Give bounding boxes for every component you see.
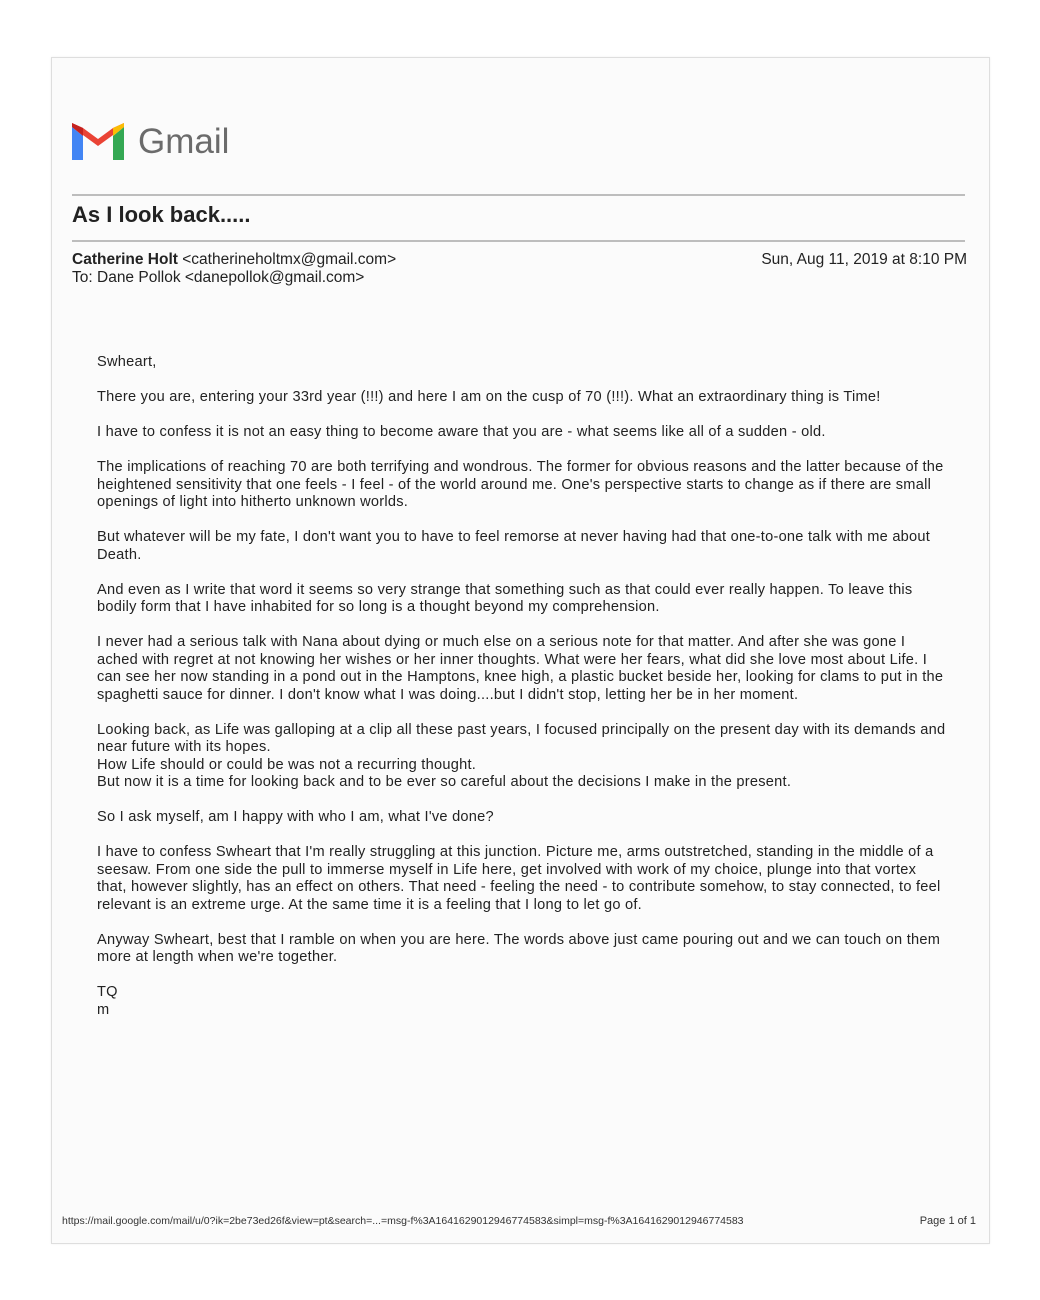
sender-name: Catherine Holt — [72, 251, 178, 268]
signature — [97, 984, 947, 1019]
gmail-m-logo-icon — [72, 123, 124, 161]
paragraph-line: How Life should or could be was not a recurring thought. — [97, 756, 477, 773]
printed-page — [51, 57, 990, 1244]
to-label: To: — [72, 269, 93, 286]
signature-line: m — [97, 1001, 110, 1018]
sender-line — [72, 251, 396, 269]
gmail-wordmark: Gmail — [138, 122, 230, 161]
print-footer-url[interactable]: https://mail.google.com/mail/u/0?ik=2be73ed26f&view=pt&search=...=msg-f%3A1641629012946774583&simpl=msg-f%3A1641629012946774583 — [62, 1215, 744, 1227]
paragraph: The implications of reaching 70 are both terrifying and wondrous. The former for obvious reasons and the latter because of the heightened sensitivity that one feels - I feel - of the world around me. One's perspective starts to change as if there are small openings of light into hitherto unknown worlds. — [97, 459, 944, 510]
page-number: Page 1 of 1 — [919, 1215, 976, 1227]
paragraph: I have to confess Swheart that I'm really struggling at this junction. Picture me, arms outstretched, standing in the middle of a seesaw. From one side the pull to immerse myself in Life here, get involved with work of my choice, plunge into that vortex that, however slightly, has an effect on others. That need - feeling the need - to contribute somehow, to stay connected, to feel relevant is an extreme urge. At the same time it is a feeling that I long to let go of. — [97, 844, 941, 913]
paragraph-line: But now it is a time for looking back and to be ever so careful about the decisions I make in the present. — [97, 774, 792, 790]
sender-email[interactable]: <catherineholtmx@gmail.com> — [182, 251, 397, 268]
header-divider — [72, 194, 965, 196]
email-subject: As I look back..... — [72, 202, 251, 227]
paragraph-line: Looking back, as Life was galloping at a clip all these past years, I focused principally on the present day with its demands and near future with its hopes. — [97, 721, 946, 755]
paragraph: But whatever will be my fate, I don't want you to have to feel remorse at never having had that one-to-one talk with me about Death. — [97, 529, 931, 563]
paragraph: So I ask myself, am I happy with who I am, what I've done? — [97, 809, 494, 825]
recipient-address[interactable]: Dane Pollok <danepollok@gmail.com> — [97, 269, 365, 286]
recipient-line — [72, 269, 364, 287]
gmail-logo — [72, 122, 229, 162]
greeting: Swheart, — [97, 354, 157, 370]
paragraph: I have to confess it is not an easy thing to become aware that you are - what seems like all of a sudden - old. — [97, 424, 826, 440]
paragraph: I never had a serious talk with Nana about dying or much else on a serious note for that matter. And after she was gone I ached with regret at not knowing her wishes or her inner thoughts. What were her fears, what did she love most about Life. I can see her now standing in a pond out in the Hamptons, knee high, a plastic bucket beside her, looking for clams to put in the spaghetti sauce for dinner. I don't know what I was doing....but I didn't stop, letting her be in her moment. — [97, 634, 944, 703]
signature-line: TQ — [97, 984, 118, 1000]
paragraph — [97, 722, 947, 792]
paragraph: There you are, entering your 33rd year (!!!) and here I am on the cusp of 70 (!!!). What an extraordinary thing is Time! — [97, 389, 881, 405]
subject-divider — [72, 240, 965, 242]
email-date: Sun, Aug 11, 2019 at 8:10 PM — [761, 251, 967, 268]
paragraph: Anyway Swheart, best that I ramble on when you are here. The words above just came pouring out and we can touch on them more at length when we're together. — [97, 931, 941, 965]
paragraph: And even as I write that word it seems so very strange that something such as that could ever really happen. To leave this bodily form that I have inhabited for so long is a thought beyond my comprehension. — [97, 581, 913, 615]
email-body — [97, 354, 947, 1037]
